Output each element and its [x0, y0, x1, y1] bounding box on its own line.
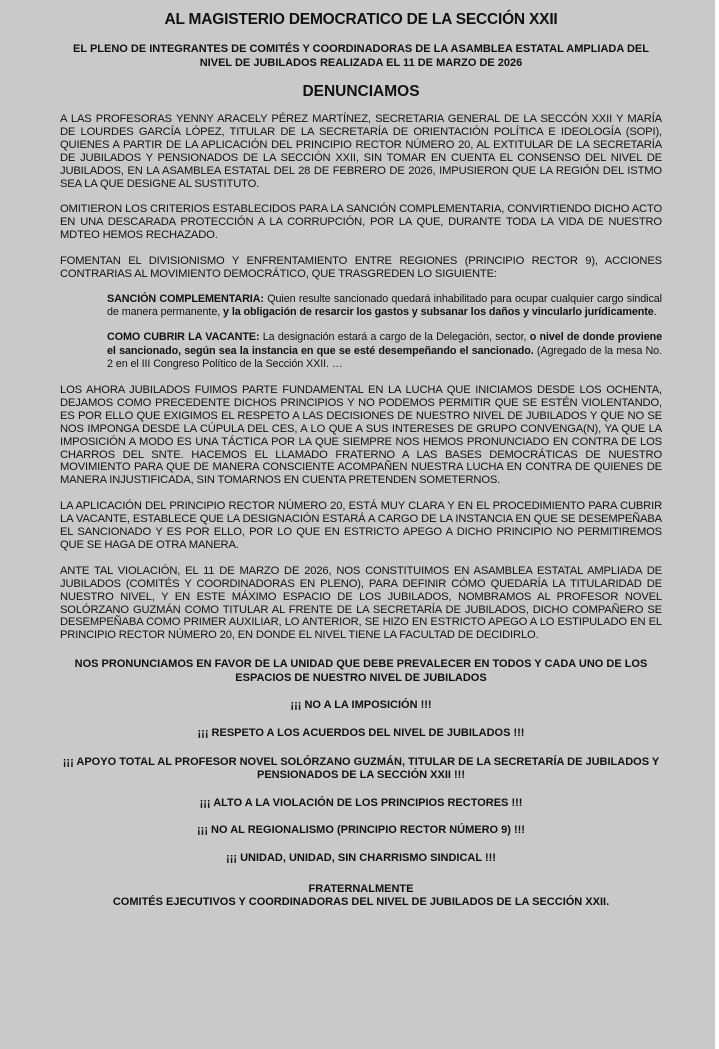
quote-sancion-label: SANCIÓN COMPLEMENTARIA: — [107, 292, 264, 305]
quote-vacante-bold: o nivel de donde proviene el sancionado, según sea la instancia en que se esté desempeñando el sancionado. — [107, 331, 663, 357]
slogan-apoyo-total — [60, 756, 662, 783]
slogan-respeto-acuerdos: ¡¡¡ RESPETO A LOS ACUERDOS DEL NIVEL DE JUBILADOS !!! — [197, 727, 525, 740]
slogan-apoyo-line-2: PENSIONADOS DE LA SECCIÓN XXII !!! — [256, 769, 465, 782]
quote-sancion — [107, 293, 662, 319]
quote-sancion-end: . — [653, 306, 657, 319]
pronouncement — [60, 658, 662, 685]
slogan-alto-violacion: ¡¡¡ ALTO A LA VIOLACIÓN DE LOS PRINCIPIOS RECTORES !!! — [199, 796, 523, 809]
paragraph-4: LOS AHORA JUBILADOS FUIMOS PARTE FUNDAMENTAL EN LA LUCHA QUE INICIAMOS DESDE LOS OCHENTA, DEJAMOS COMO PRECEDENTE DICHOS PRINCIPIOS Y NO PODEMOS PERMITIR QUE SE ESTÉN VIOLENTANDO, ES POR ELLO QUE EXIGIMOS EL RESPETO A LAS DECISIONES DE NUESTRO NIVEL DE JUBILADOS Y QUE NO SE NOS IMPONGA DESDE LA CÚPULA DEL CES, A LO QUE A SUS INTERESES DE GRUPO CONVENGA(N), YA QUE LA IMPOSICIÓN A MODO ES UNA TÁCTICA POR LA QUE SIEMPRE NOS HEMOS PRONUNCIADO EN CONTRA DE LOS CHARROS DEL SNTE. HACEMOS EL LLAMADO FRATERNO A LAS BASES DEMOCRÁTICAS DE NUESTRO MOVIMIENTO PARA QUE DE MANERA CONSCIENTE ACOMPAÑEN NUESTRA LUCHA EN CONTRA DE QUIENES DE MANERA INJUSTIFICADA, SIN TOMARNOS EN CUENTA PRETENDEN SOMETERNOS. — [60, 383, 662, 487]
closing-block — [60, 883, 662, 910]
slogan-unidad: ¡¡¡ UNIDAD, UNIDAD, SIN CHARRISMO SINDICAL !!! — [226, 852, 496, 865]
subtitle-line-2: NIVEL DE JUBILADOS REALIZADA EL 11 DE MARZO DE 2026 — [199, 57, 523, 69]
pronouncement-line-1: NOS PRONUNCIAMOS EN FAVOR DE LA UNIDAD QUE DEBE PREVALECER EN TODOS Y CADA UNO DE LOS — [74, 658, 648, 671]
section-heading: DENUNCIAMOS — [302, 83, 420, 100]
quote-vacante-text: La designación estará a cargo de la Delegación, sector, — [259, 331, 530, 344]
slogan-no-regionalismo: ¡¡¡ NO AL REGIONALISMO (PRINCIPIO RECTOR NÚMERO 9) !!! — [197, 824, 525, 837]
quote-vacante-end: (Agregado de la mesa No. 2 en el III Congreso Político de la Sección XXII. … — [107, 344, 662, 370]
paragraph-5: LA APLICACIÓN DEL PRINCIPIO RECTOR NÚMERO 20, ESTÁ MUY CLARA Y EN EL PROCEDIMIENTO PARA CUBRIR LA VACANTE, ESTABLECE QUE LA DESIGNACIÓN ESTARÁ A CARGO DE LA INSTANCIA EN QUE SE DESEMPEÑABA EL SANCIONADO Y ES POR ELLO, POR LO QUE EN ESTRICTO APEGO A DICHO PRINCIPIO NO PERMITIREMOS QUE SE HAGA DE OTRA MANERA. — [60, 500, 662, 551]
slogan-no-imposicion: ¡¡¡ NO A LA IMPOSICIÓN !!! — [290, 699, 432, 712]
closing-signature: COMITÉS EJECUTIVOS Y COORDINADORAS DEL NIVEL DE JUBILADOS DE LA SECCIÓN XXII. — [112, 896, 610, 909]
paragraph-6: ANTE TAL VIOLACIÓN, EL 11 DE MARZO DE 2026, NOS CONSTITUIMOS EN ASAMBLEA ESTATAL AMPLIADA DE JUBILADOS (COMITÉS Y COORDINADORAS EN PLENO), PARA DEFINIR CÓMO QUEDARÍA LA TITULARIDAD DE NUESTRO NIVEL, Y EN ESTE MÁXIMO ESPACIO DE LOS JUBILADOS, NOMBRAMOS AL PROFESOR NOVEL SOLÓRZANO GUZMÁN COMO TITULAR AL FRENTE DE LA SECRETARÍA DE JUBILADOS, DICHO COMPAÑERO SE DESEMPEÑABA COMO PRIMER AUXILIAR, LO ANTERIOR, SE HIZO EN ESTRICTO APEGO A LO ESTIPULADO EN EL PRINCIPIO RECTOR NÚMERO 20, EN DONDE EL NIVEL TIENE LA FACULTAD DE DECIDIRLO. — [60, 564, 662, 642]
slogan-apoyo-line-1: ¡¡¡ APOYO TOTAL AL PROFESOR NOVEL SOLÓRZANO GUZMÁN, TITULAR DE LA SECRETARÍA DE JUBILADOS Y — [62, 755, 660, 768]
closing-salutation: FRATERNALMENTE — [308, 882, 414, 895]
document-subtitle — [60, 42, 662, 70]
pronouncement-line-2: ESPACIOS DE NUESTRO NIVEL DE JUBILADOS — [235, 671, 487, 684]
document-title: AL MAGISTERIO DEMOCRATICO DE LA SECCIÓN XXII — [164, 11, 558, 28]
paragraph-1: A LAS PROFESORAS YENNY ARACELY PÉREZ MARTÍNEZ, SECRETARIA GENERAL DE LA SECCÓN XXII Y MARÍA DE LOURDES GARCÍA LÓPEZ, TITULAR DE LA SECRETARÍA DE ORIENTACIÓN POLÍTICA E IDEOLOGÍA (SOPI), QUIENES A PARTIR DE LA APLICACIÓN DEL PRINCIPIO RECTOR NÚMERO 20, AL EXTITULAR DE LA SECRETARÍA DE JUBILADOS Y PENSIONADOS DE LA SECCIÓN XXII, SIN TOMAR EN CUENTA EL CONSENSO DEL NIVEL DE JUBILADOS, EN LA ASAMBLEA ESTATAL DEL 28 DE FEBRERO DE 2026, IMPUSIERON QUE LA REGIÓN DEL ISTMO SEA LA QUE DESIGNE AL SUSTITUTO. — [60, 113, 662, 190]
paragraph-3: FOMENTAN EL DIVISIONISMO Y ENFRENTAMIENTO ENTRE REGIONES (PRINCIPIO RECTOR 9), ACCIONES CONTRARIAS AL MOVIMIENTO DEMOCRÁTICO, QUE TRASGREDEN LO SIGUIENTE: — [60, 255, 662, 281]
quote-vacante — [107, 331, 662, 371]
quote-sancion-text: Quien resulte sancionado quedará inhabilitado para ocupar cualquier cargo sindical de manera permanente, — [107, 292, 662, 319]
subtitle-line-1: EL PLENO DE INTEGRANTES DE COMITÉS Y COORDINADORAS DE LA ASAMBLEA ESTATAL AMPLIADA DEL — [73, 43, 649, 55]
paragraph-2: OMITIERON LOS CRITERIOS ESTABLECIDOS PARA LA SANCIÓN COMPLEMENTARIA, CONVIRTIENDO DICHO ACTO EN UNA DESCARADA PROTECCIÓN A LA CORRUPCIÓN, POR LA QUE, DURANTE TODA LA VIDA DE NUESTRO MDTEO HEMOS RECHAZADO. — [60, 203, 662, 242]
quote-sancion-bold: y la obligación de resarcir los gastos y subsanar los daños y vincularlo jurídicamente — [223, 306, 654, 319]
quote-vacante-label: COMO CUBRIR LA VACANTE: — [107, 331, 260, 344]
